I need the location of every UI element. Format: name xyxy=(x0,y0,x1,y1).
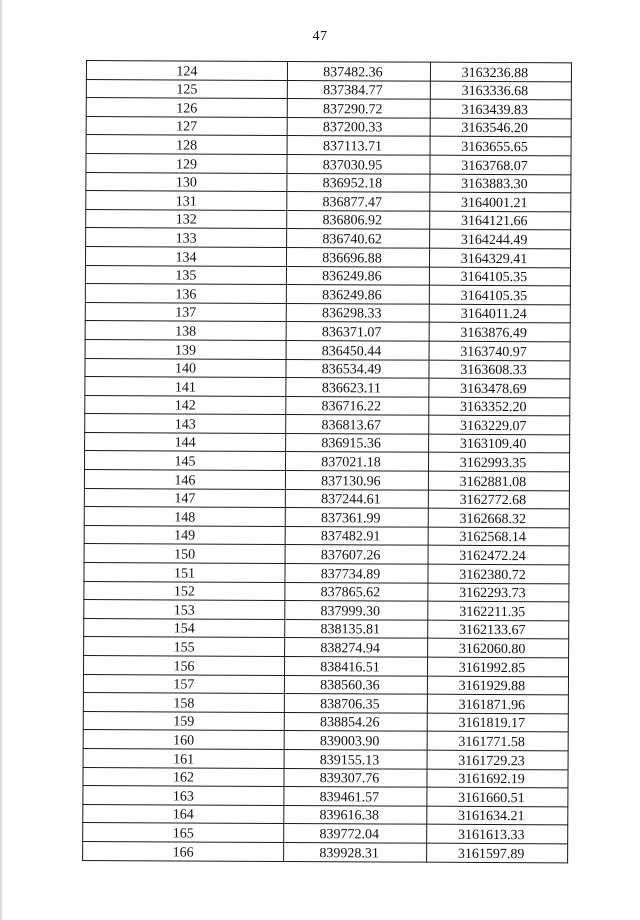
y-coordinate-cell: 3163236.88 xyxy=(430,62,571,81)
table-row xyxy=(86,228,571,249)
x-coordinate-cell: 839003.90 xyxy=(284,731,427,750)
table-row xyxy=(84,637,569,658)
y-coordinate-cell: 3164011.24 xyxy=(429,304,570,323)
y-coordinate-cell: 3163109.40 xyxy=(429,434,570,453)
table-row xyxy=(83,711,568,732)
y-coordinate-cell: 3163655.65 xyxy=(430,137,571,156)
point-number-cell: 143 xyxy=(85,414,286,434)
x-coordinate-cell: 838274.94 xyxy=(285,638,428,657)
table-row xyxy=(85,339,570,360)
y-coordinate-cell: 3161613.33 xyxy=(427,825,568,844)
table-row xyxy=(86,209,571,230)
y-coordinate-cell: 3161634.21 xyxy=(427,806,568,825)
coordinates-table-body xyxy=(83,61,572,863)
x-coordinate-cell: 836806.92 xyxy=(287,210,430,229)
table-row xyxy=(85,284,570,305)
x-coordinate-cell: 837865.62 xyxy=(285,582,428,601)
table-row xyxy=(83,823,568,844)
y-coordinate-cell: 3163478.69 xyxy=(429,378,570,397)
table-row xyxy=(85,358,570,379)
y-coordinate-cell: 3163439.83 xyxy=(430,99,571,118)
table-row xyxy=(83,748,568,769)
y-coordinate-cell: 3161819.17 xyxy=(427,713,568,732)
point-number-cell: 129 xyxy=(86,153,287,173)
table-row xyxy=(84,581,569,602)
y-coordinate-cell: 3164105.35 xyxy=(429,285,570,304)
y-coordinate-cell: 3164244.49 xyxy=(430,230,571,249)
table-row xyxy=(85,265,570,286)
point-number-cell: 134 xyxy=(85,246,286,266)
table-row xyxy=(86,153,571,174)
y-coordinate-cell: 3163608.33 xyxy=(429,360,570,379)
table-row xyxy=(86,191,571,212)
point-number-cell: 166 xyxy=(83,841,284,861)
table-row xyxy=(85,321,570,342)
table-row xyxy=(83,767,568,788)
y-coordinate-cell: 3161871.96 xyxy=(427,694,568,713)
y-coordinate-cell: 3162772.68 xyxy=(428,490,569,509)
y-coordinate-cell: 3162993.35 xyxy=(428,453,569,472)
table-row xyxy=(84,488,569,509)
table-row xyxy=(84,525,569,546)
x-coordinate-cell: 836877.47 xyxy=(287,192,430,211)
point-number-cell: 137 xyxy=(85,302,286,322)
point-number-cell: 124 xyxy=(86,61,287,81)
y-coordinate-cell: 3163546.20 xyxy=(430,118,571,137)
x-coordinate-cell: 838706.35 xyxy=(284,694,427,713)
point-number-cell: 154 xyxy=(84,618,285,638)
x-coordinate-cell: 837030.95 xyxy=(287,154,430,173)
y-coordinate-cell: 3164105.35 xyxy=(429,267,570,286)
point-number-cell: 153 xyxy=(84,600,285,620)
table-row xyxy=(85,414,570,435)
table-row xyxy=(86,61,571,82)
table-row xyxy=(86,135,571,156)
point-number-cell: 141 xyxy=(85,377,286,397)
x-coordinate-cell: 836249.86 xyxy=(286,266,429,285)
point-number-cell: 136 xyxy=(85,284,286,304)
x-coordinate-cell: 838560.36 xyxy=(284,675,427,694)
y-coordinate-cell: 3162133.67 xyxy=(428,620,569,639)
point-number-cell: 158 xyxy=(83,693,284,713)
x-coordinate-cell: 836371.07 xyxy=(286,322,429,341)
table-row xyxy=(83,804,568,825)
x-coordinate-cell: 836952.18 xyxy=(287,173,430,192)
y-coordinate-cell: 3162293.73 xyxy=(428,583,569,602)
table-row xyxy=(85,432,570,453)
x-coordinate-cell: 839461.57 xyxy=(284,787,427,806)
x-coordinate-cell: 837021.18 xyxy=(285,452,428,471)
x-coordinate-cell: 836623.11 xyxy=(286,378,429,397)
x-coordinate-cell: 836249.86 xyxy=(286,285,429,304)
point-number-cell: 152 xyxy=(84,581,285,601)
x-coordinate-cell: 839155.13 xyxy=(284,749,427,768)
point-number-cell: 149 xyxy=(84,525,285,545)
y-coordinate-cell: 3162668.32 xyxy=(428,508,569,527)
table-row xyxy=(84,544,569,565)
point-number-cell: 159 xyxy=(83,711,284,731)
point-number-cell: 139 xyxy=(85,339,286,359)
table-row xyxy=(83,674,568,695)
point-number-cell: 133 xyxy=(86,228,287,248)
y-coordinate-cell: 3161992.85 xyxy=(427,657,568,676)
x-coordinate-cell: 837361.99 xyxy=(285,508,428,527)
point-number-cell: 162 xyxy=(83,767,284,787)
x-coordinate-cell: 837200.33 xyxy=(287,117,430,136)
x-coordinate-cell: 838135.81 xyxy=(285,619,428,638)
point-number-cell: 142 xyxy=(85,395,286,415)
table-row xyxy=(84,618,569,639)
x-coordinate-cell: 836696.88 xyxy=(286,247,429,266)
y-coordinate-cell: 3161729.23 xyxy=(427,750,568,769)
x-coordinate-cell: 837734.89 xyxy=(285,564,428,583)
scan-edge-shadow xyxy=(0,0,3,920)
table-row xyxy=(83,693,568,714)
y-coordinate-cell: 3162060.80 xyxy=(428,639,569,658)
y-coordinate-cell: 3161771.58 xyxy=(427,732,568,751)
table-row xyxy=(86,116,571,137)
point-number-cell: 126 xyxy=(86,98,287,118)
point-number-cell: 131 xyxy=(86,191,287,211)
point-number-cell: 147 xyxy=(84,488,285,508)
point-number-cell: 127 xyxy=(86,116,287,136)
coordinates-table xyxy=(82,60,572,863)
table-row xyxy=(84,563,569,584)
y-coordinate-cell: 3164121.66 xyxy=(430,211,571,230)
table-row xyxy=(85,302,570,323)
x-coordinate-cell: 837482.36 xyxy=(287,61,430,80)
y-coordinate-cell: 3161597.89 xyxy=(427,843,568,862)
x-coordinate-cell: 839772.04 xyxy=(284,824,427,843)
table-row xyxy=(85,395,570,416)
point-number-cell: 161 xyxy=(83,748,284,768)
table-row xyxy=(84,600,569,621)
table-row xyxy=(86,98,571,119)
x-coordinate-cell: 836740.62 xyxy=(287,229,430,248)
page-number: 47 xyxy=(312,29,328,44)
y-coordinate-cell: 3162881.08 xyxy=(428,471,569,490)
point-number-cell: 135 xyxy=(85,265,286,285)
x-coordinate-cell: 837607.26 xyxy=(285,545,428,564)
x-coordinate-cell: 837999.30 xyxy=(285,601,428,620)
point-number-cell: 144 xyxy=(85,432,286,452)
y-coordinate-cell: 3161660.51 xyxy=(427,787,568,806)
y-coordinate-cell: 3163876.49 xyxy=(429,322,570,341)
table-row xyxy=(84,451,569,472)
x-coordinate-cell: 836534.49 xyxy=(286,359,429,378)
y-coordinate-cell: 3163336.68 xyxy=(430,81,571,100)
point-number-cell: 128 xyxy=(86,135,287,155)
x-coordinate-cell: 838854.26 xyxy=(284,712,427,731)
table-row xyxy=(85,246,570,267)
x-coordinate-cell: 839616.38 xyxy=(284,805,427,824)
y-coordinate-cell: 3163352.20 xyxy=(429,397,570,416)
x-coordinate-cell: 839307.76 xyxy=(284,768,427,787)
point-number-cell: 132 xyxy=(86,209,287,229)
table-row xyxy=(85,377,570,398)
y-coordinate-cell: 3161929.88 xyxy=(427,676,568,695)
point-number-cell: 148 xyxy=(84,507,285,527)
table-row xyxy=(84,507,569,528)
y-coordinate-cell: 3162211.35 xyxy=(428,601,569,620)
x-coordinate-cell: 837113.71 xyxy=(287,136,430,155)
point-number-cell: 156 xyxy=(83,655,284,675)
x-coordinate-cell: 836915.36 xyxy=(286,433,429,452)
x-coordinate-cell: 836716.22 xyxy=(286,396,429,415)
table-row xyxy=(83,841,568,862)
y-coordinate-cell: 3164001.21 xyxy=(430,192,571,211)
table-row xyxy=(83,730,568,751)
point-number-cell: 138 xyxy=(85,321,286,341)
table-row xyxy=(83,655,568,676)
point-number-cell: 163 xyxy=(83,786,284,806)
table-row xyxy=(83,786,568,807)
y-coordinate-cell: 3162472.24 xyxy=(428,546,569,565)
point-number-cell: 160 xyxy=(83,730,284,750)
point-number-cell: 164 xyxy=(83,804,284,824)
x-coordinate-cell: 838416.51 xyxy=(284,656,427,675)
x-coordinate-cell: 836813.67 xyxy=(286,415,429,434)
x-coordinate-cell: 836298.33 xyxy=(286,303,429,322)
point-number-cell: 157 xyxy=(83,674,284,694)
x-coordinate-cell: 837290.72 xyxy=(287,99,430,118)
y-coordinate-cell: 3163883.30 xyxy=(430,174,571,193)
point-number-cell: 165 xyxy=(83,823,284,843)
table-row xyxy=(86,172,571,193)
table-row xyxy=(84,470,569,491)
x-coordinate-cell: 837130.96 xyxy=(285,471,428,490)
y-coordinate-cell: 3163229.07 xyxy=(429,415,570,434)
y-coordinate-cell: 3163768.07 xyxy=(430,155,571,174)
point-number-cell: 155 xyxy=(84,637,285,657)
point-number-cell: 130 xyxy=(86,172,287,192)
point-number-cell: 125 xyxy=(86,79,287,99)
y-coordinate-cell: 3161692.19 xyxy=(427,769,568,788)
table-row xyxy=(86,79,571,100)
y-coordinate-cell: 3164329.41 xyxy=(429,248,570,267)
x-coordinate-cell: 837244.61 xyxy=(285,489,428,508)
x-coordinate-cell: 837384.77 xyxy=(287,80,430,99)
point-number-cell: 145 xyxy=(84,451,285,471)
x-coordinate-cell: 839928.31 xyxy=(284,842,427,861)
y-coordinate-cell: 3162568.14 xyxy=(428,527,569,546)
point-number-cell: 150 xyxy=(84,544,285,564)
point-number-cell: 146 xyxy=(84,470,285,490)
y-coordinate-cell: 3163740.97 xyxy=(429,341,570,360)
x-coordinate-cell: 836450.44 xyxy=(286,340,429,359)
y-coordinate-cell: 3162380.72 xyxy=(428,564,569,583)
point-number-cell: 140 xyxy=(85,358,286,378)
point-number-cell: 151 xyxy=(84,563,285,583)
x-coordinate-cell: 837482.91 xyxy=(285,526,428,545)
